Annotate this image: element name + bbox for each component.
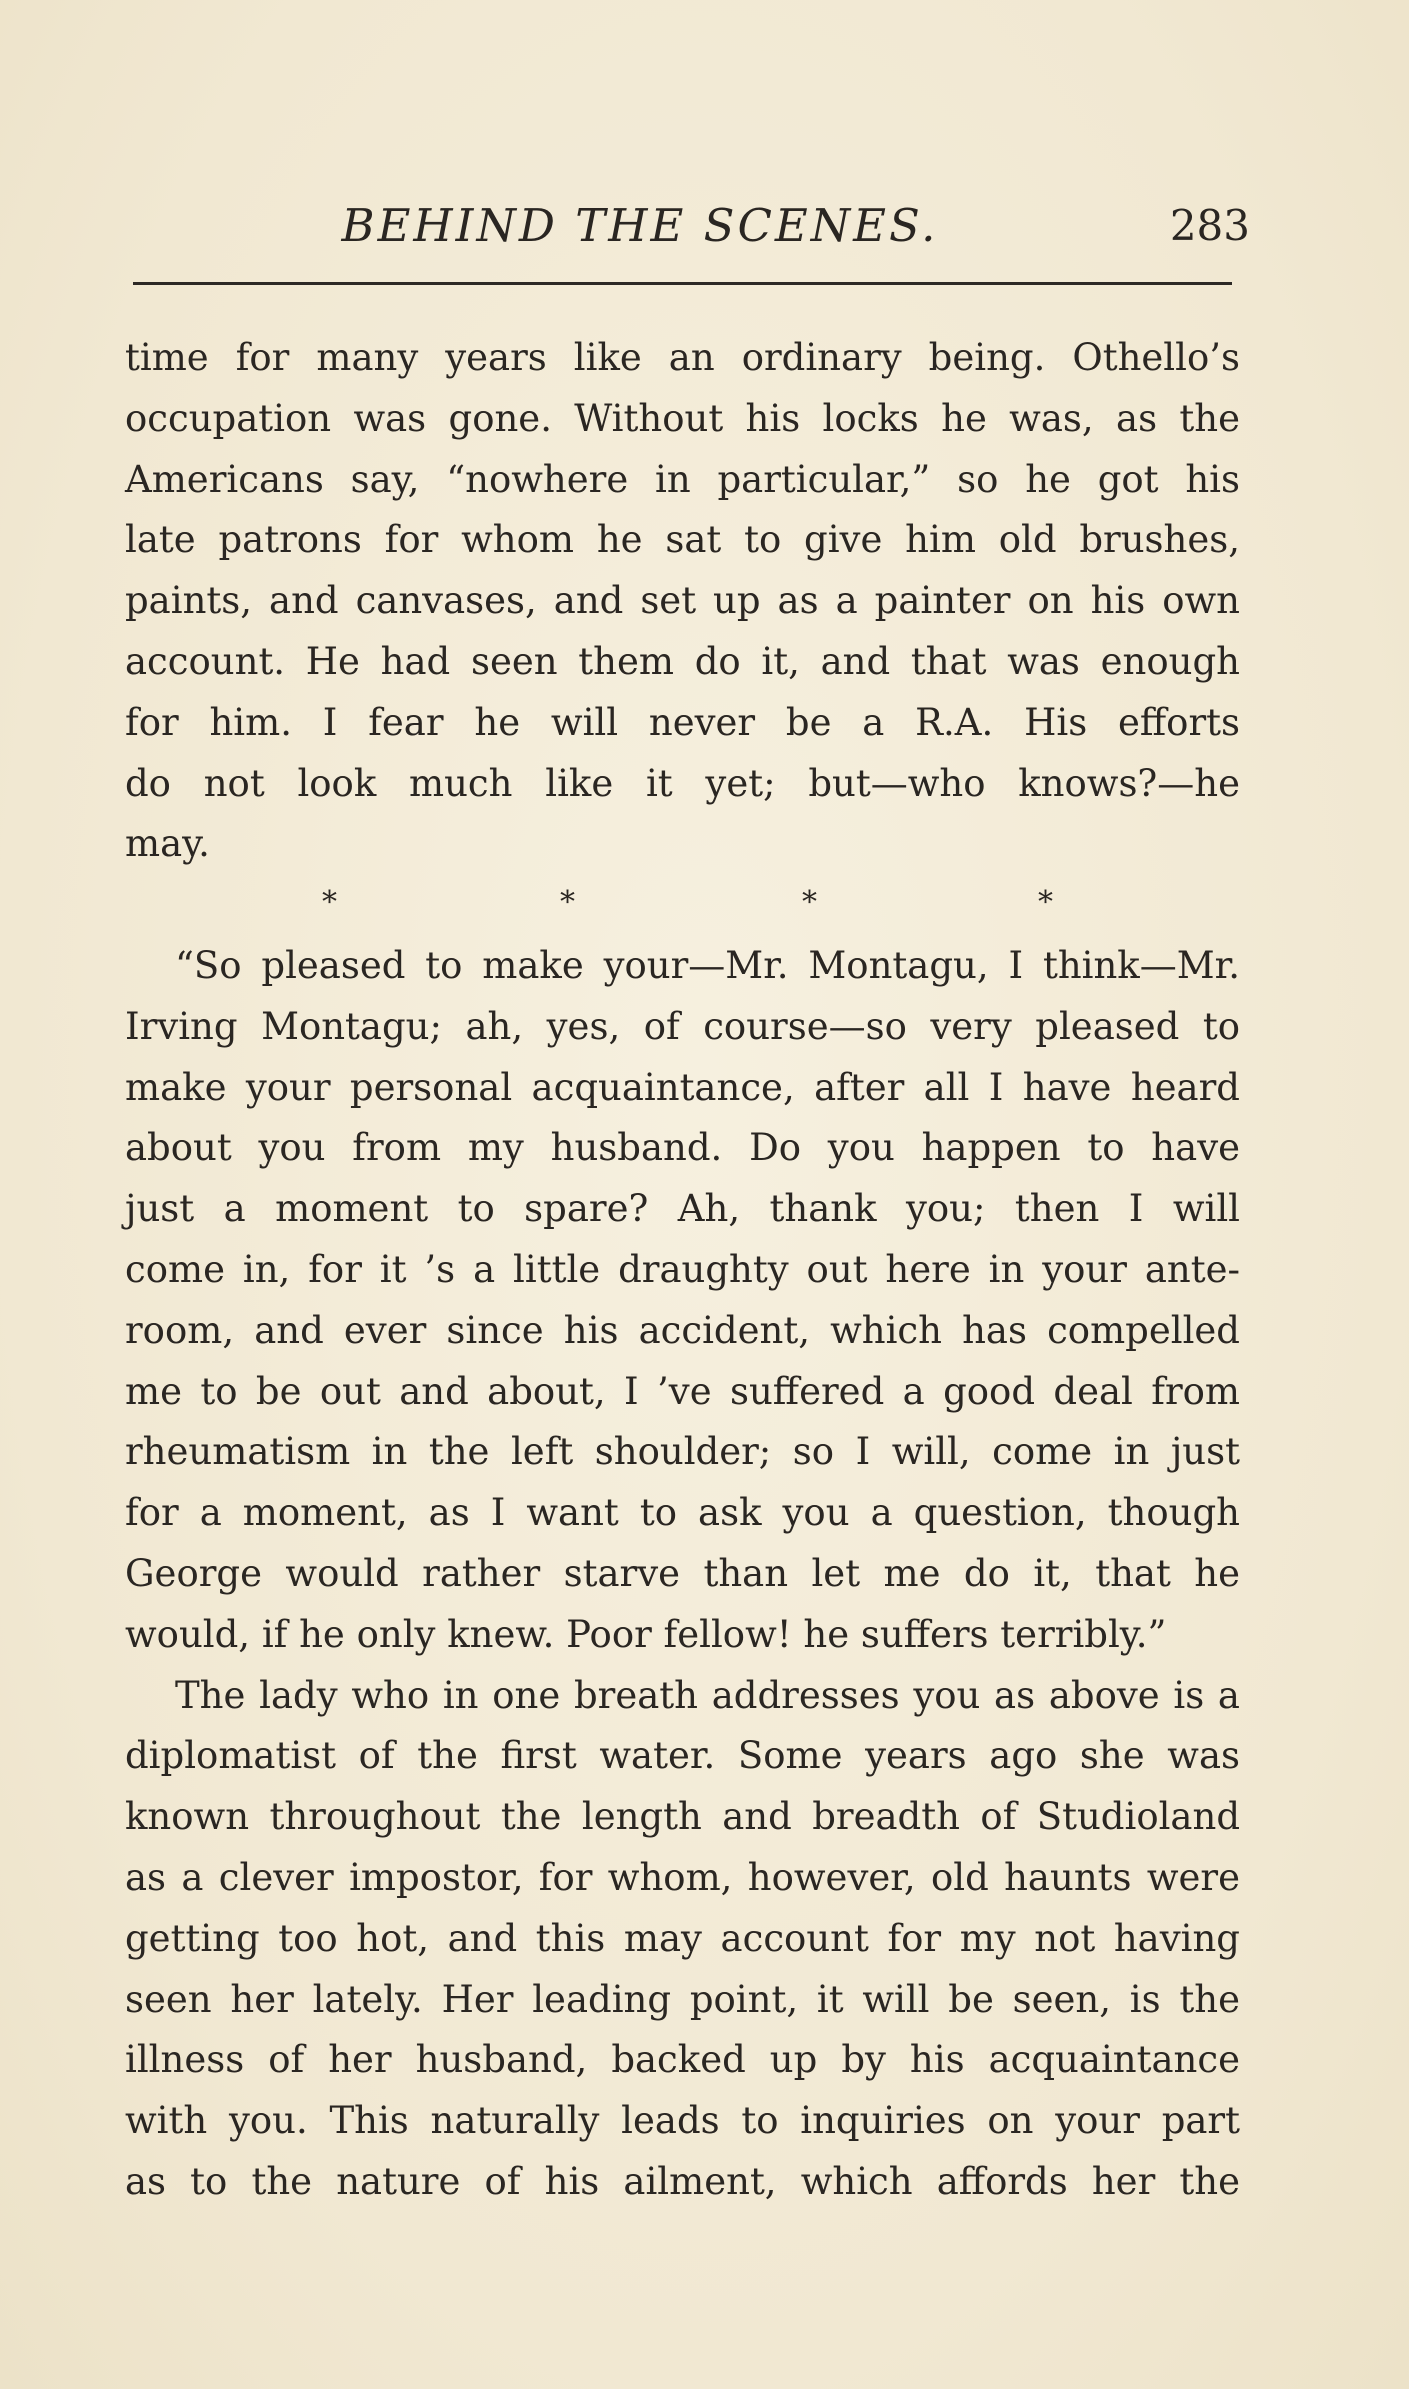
text-line: time for many years like an ordinary being. Othello’s	[125, 336, 1240, 379]
paragraph-3	[125, 1666, 1240, 2213]
text-line: rheumatism in the left shoulder; so I will, come in just	[125, 1430, 1240, 1474]
text-line: account. He had seen them do it, and that was enough	[125, 639, 1240, 683]
text-line: “So pleased to make your—Mr. Montagu, I think—Mr.	[175, 943, 1240, 987]
text-line: for him. I fear he will never be a R.A. His efforts	[125, 700, 1240, 744]
text-line: come in, for it ’s a little draughty out here in your ante-	[125, 1247, 1240, 1291]
text-line: as to the nature of his ailment, which affords her the	[125, 2159, 1240, 2203]
text-line: seen her lately. Her leading point, it will be seen, is the	[125, 1977, 1240, 2021]
text-line: just a moment to spare? Ah, thank you; then I will	[125, 1187, 1240, 1231]
asterism: *	[1038, 885, 1053, 921]
paragraph-2	[125, 936, 1240, 1666]
asterism: *	[560, 885, 575, 921]
asterism: *	[322, 885, 337, 921]
text-line: with you. This naturally leads to inquiries on your part	[125, 2099, 1240, 2143]
text-line: paints, and canvases, and set up as a painter on his own	[125, 579, 1240, 623]
text-line: illness of her husband, backed up by his acquaintance	[125, 2038, 1240, 2082]
text-line: me to be out and about, I ’ve suffered a good deal from	[125, 1369, 1240, 1413]
asterism: *	[802, 885, 817, 921]
paragraph-1	[125, 328, 1240, 875]
text-line: George would rather starve than let me do it, that he	[125, 1551, 1240, 1595]
text-line: getting too hot, and this may account for my not having	[125, 1916, 1240, 1960]
text-line: known throughout the length and breadth of Studioland	[125, 1795, 1240, 1839]
running-head	[130, 196, 1250, 256]
text-line: Irving Montagu; ah, yes, of course—so very pleased to	[125, 1004, 1240, 1048]
text-line: late patrons for whom he sat to give him old brushes,	[125, 518, 1240, 562]
text-line: make your personal acquaintance, after all I have heard	[125, 1065, 1240, 1109]
header-rule	[133, 282, 1232, 285]
text-line: about you from my husband. Do you happen to have	[125, 1126, 1240, 1170]
text-line: as a clever impostor, for whom, however, old haunts were	[125, 1855, 1240, 1899]
text-line: would, if he only knew. Poor fellow! he suffers terribly.”	[125, 1612, 1167, 1656]
text-line: room, and ever since his accident, which has compelled	[125, 1308, 1240, 1352]
section-break-asterisms	[125, 875, 1240, 936]
running-title: BEHIND THE SCENES.	[341, 199, 939, 252]
body-text	[125, 328, 1240, 2213]
text-line: for a moment, as I want to ask you a question, though	[125, 1491, 1240, 1535]
text-line: Americans say, “nowhere in particular,” so he got his	[125, 457, 1240, 501]
text-line: occupation was gone. Without his locks he was, as the	[125, 396, 1240, 440]
text-line: may.	[125, 822, 210, 866]
page-number: 283	[1169, 201, 1250, 250]
text-line: do not look much like it yet; but—who knows?—he	[125, 761, 1240, 805]
text-line: The lady who in one breath addresses you as above is a	[175, 1673, 1240, 1717]
text-line: diplomatist of the first water. Some years ago she was	[125, 1734, 1240, 1778]
